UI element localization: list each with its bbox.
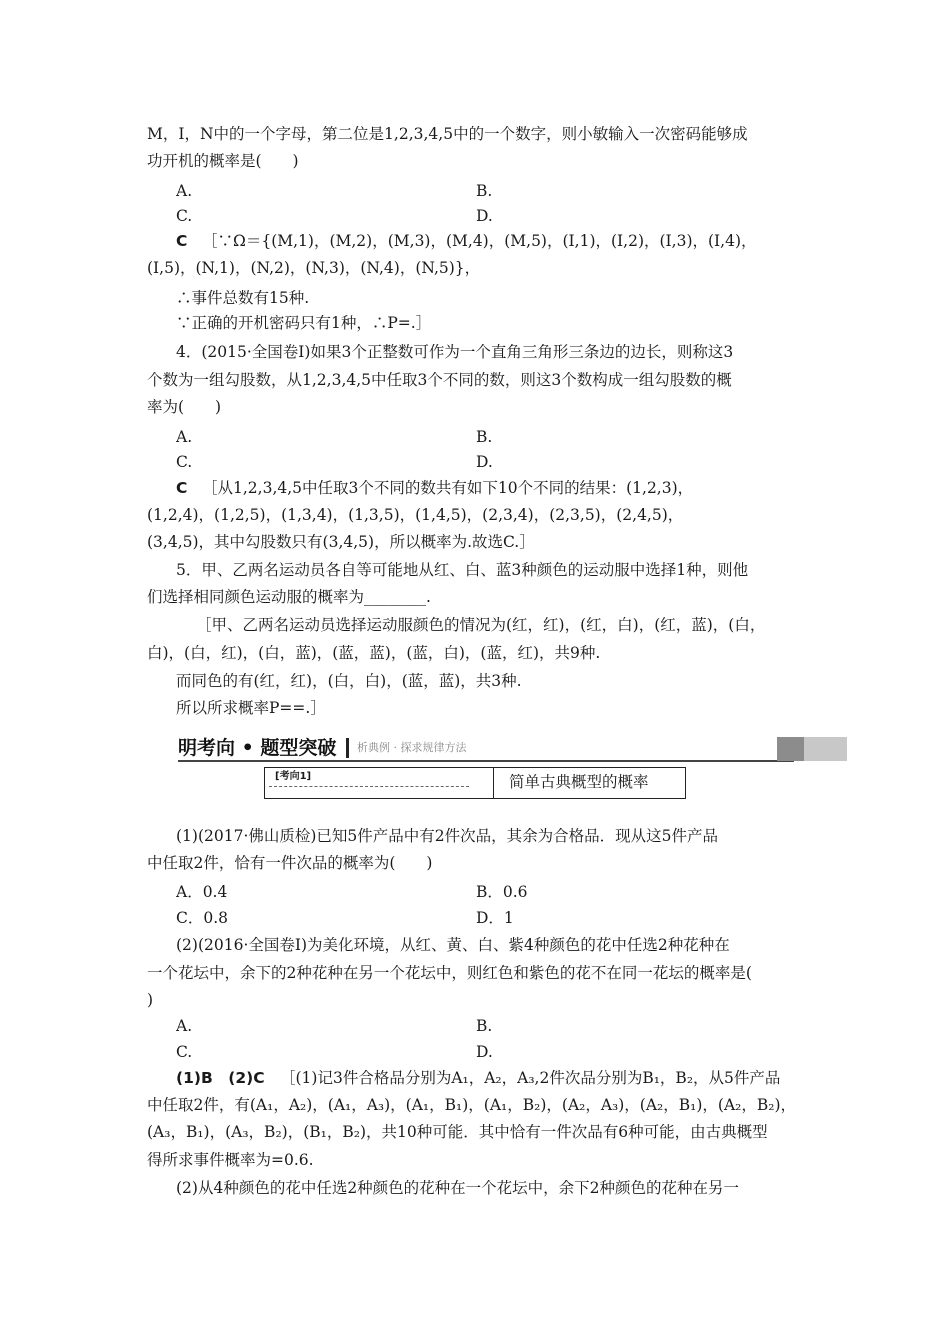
- solution-line: 而同色的有(红，红)，(白，白)，(蓝，蓝)，共3种.: [176, 672, 522, 690]
- question-5: 5．甲、乙两名运动员各自等可能地从红、白、蓝3种颜色的运动服中选择1种，则他: [176, 561, 749, 579]
- solution-line: (I,5)，(N,1)，(N,2)，(N,3)，(N,4)，(N,5)}，: [147, 259, 481, 277]
- text-line: 率为( ): [147, 398, 222, 416]
- option-c: C.: [176, 1043, 193, 1061]
- solution-line: (1,2,4)，(1,2,5)，(1,3,4)，(1,3,5)，(1,4,5)，(2,3,4)，(2,3,5)，(2,4,5)，: [147, 506, 684, 524]
- option-a: A.: [176, 182, 193, 200]
- question-4: 4．(2015·全国卷Ⅰ)如果3个正整数可作为一个直角三角形三条边的边长，则称这3: [176, 343, 734, 361]
- text-line: 功开机的概率是( ): [147, 152, 299, 170]
- example-1: (1)(2017·佛山质检)已知5件产品中有2件次品，其余为合格品．现从这5件产品: [176, 827, 719, 845]
- banner-block-dark: [777, 737, 804, 761]
- text-line: M，I，N中的一个字母，第二位是1,2,3,4,5中的一个数字，则小敏输入一次密码能够成: [147, 125, 748, 143]
- text-line: ): [147, 991, 154, 1009]
- option-b: B.: [476, 1017, 493, 1035]
- solution-line: ∴事件总数有15种.: [176, 289, 310, 307]
- option-c: C.: [176, 207, 193, 225]
- text-line: 个数为一组勾股数，从1,2,3,4,5中任取3个不同的数，则这3个数构成一组勾股数的概: [147, 371, 732, 389]
- option-d: D.: [476, 453, 493, 471]
- option-b: B．0.6: [476, 883, 528, 901]
- divider: [269, 786, 469, 787]
- option-a: A．0.4: [176, 883, 228, 901]
- option-d: D.: [476, 207, 493, 225]
- option-b: B.: [476, 182, 493, 200]
- solution-line: (A₃，B₁)，(A₃，B₂)，(B₁，B₂)，共10种可能．其中恰有一件次品有6种可能，由古典概型: [147, 1123, 768, 1141]
- option-c: C.: [176, 453, 193, 471]
- solution-line: 所以所求概率P==.］: [176, 699, 326, 717]
- text-line: 一个花坛中，余下的2种花种在另一个花坛中，则红色和紫色的花不在同一花坛的概率是(: [147, 964, 752, 982]
- example-2: (2)(2016·全国卷Ⅰ)为美化环境，从红、黄、白、紫4种颜色的花中任选2种花种在: [176, 936, 730, 954]
- option-a: A.: [176, 428, 193, 446]
- divider: [178, 760, 794, 762]
- topic-label: 简单古典概型的概率: [509, 773, 649, 791]
- solution-line: 得所求事件概率为=0.6.: [147, 1151, 314, 1169]
- answer-letter: (1)B (2)C: [176, 1069, 265, 1087]
- banner-block-light: [804, 737, 847, 761]
- solution-line: (3,4,5)，其中勾股数只有(3,4,5)，所以概率为.故选C.］: [147, 533, 535, 551]
- topic-tag: [考向1]: [275, 771, 312, 782]
- text-line: 们选择相同颜色运动服的概率为________.: [147, 588, 431, 606]
- solution-line: ∵正确的开机密码只有1种，∴P=.］: [176, 314, 432, 332]
- divider: [346, 738, 349, 758]
- option-d: D.: [476, 1043, 493, 1061]
- answer-letter: C: [176, 232, 188, 250]
- text-line: 中任取2件，恰有一件次品的概率为( ): [147, 854, 433, 872]
- divider: [493, 768, 494, 798]
- solution-line: ［∵Ω＝{(M,1)，(M,2)，(M,3)，(M,4)，(M,5)，(I,1)，(I,2)，(I,3)，(I,4)，: [202, 232, 757, 250]
- solution-line: ［(1)记3件合格品分别为A₁，A₂，A₃,2件次品分别为B₁，B₂，从5件产品: [280, 1069, 781, 1087]
- section-banner: [147, 736, 847, 762]
- solution-line: ［从1,2,3,4,5中任取3个不同的数共有如下10个不同的结果：(1,2,3)，: [202, 479, 694, 497]
- option-d: D．1: [476, 909, 514, 927]
- answer-letter: C: [176, 479, 188, 497]
- option-a: A.: [176, 1017, 193, 1035]
- solution-line: (2)从4种颜色的花中任选2种颜色的花种在一个花坛中，余下2种颜色的花种在另一: [176, 1179, 740, 1197]
- topic-box: [264, 767, 686, 799]
- solution-line: 白)，(白，红)，(白，蓝)，(蓝，蓝)，(蓝，白)，(蓝，红)，共9种.: [147, 644, 601, 662]
- option-c: C．0.8: [176, 909, 229, 927]
- solution-line: 中任取2件，有(A₁，A₂)，(A₁，A₃)，(A₁，B₁)，(A₁，B₂)，(A₂，A₃)，(A₂，B₁)，(A₂，B₂)，: [147, 1096, 797, 1114]
- section-subtitle: 析典例 · 探求规律方法: [357, 741, 467, 754]
- option-b: B.: [476, 428, 493, 446]
- section-title: 明考向 • 题型突破: [178, 737, 337, 759]
- solution-line: ［甲、乙两名运动员选择运动服颜色的情况为(红，红)，(红，白)，(红，蓝)，(白，: [196, 616, 766, 634]
